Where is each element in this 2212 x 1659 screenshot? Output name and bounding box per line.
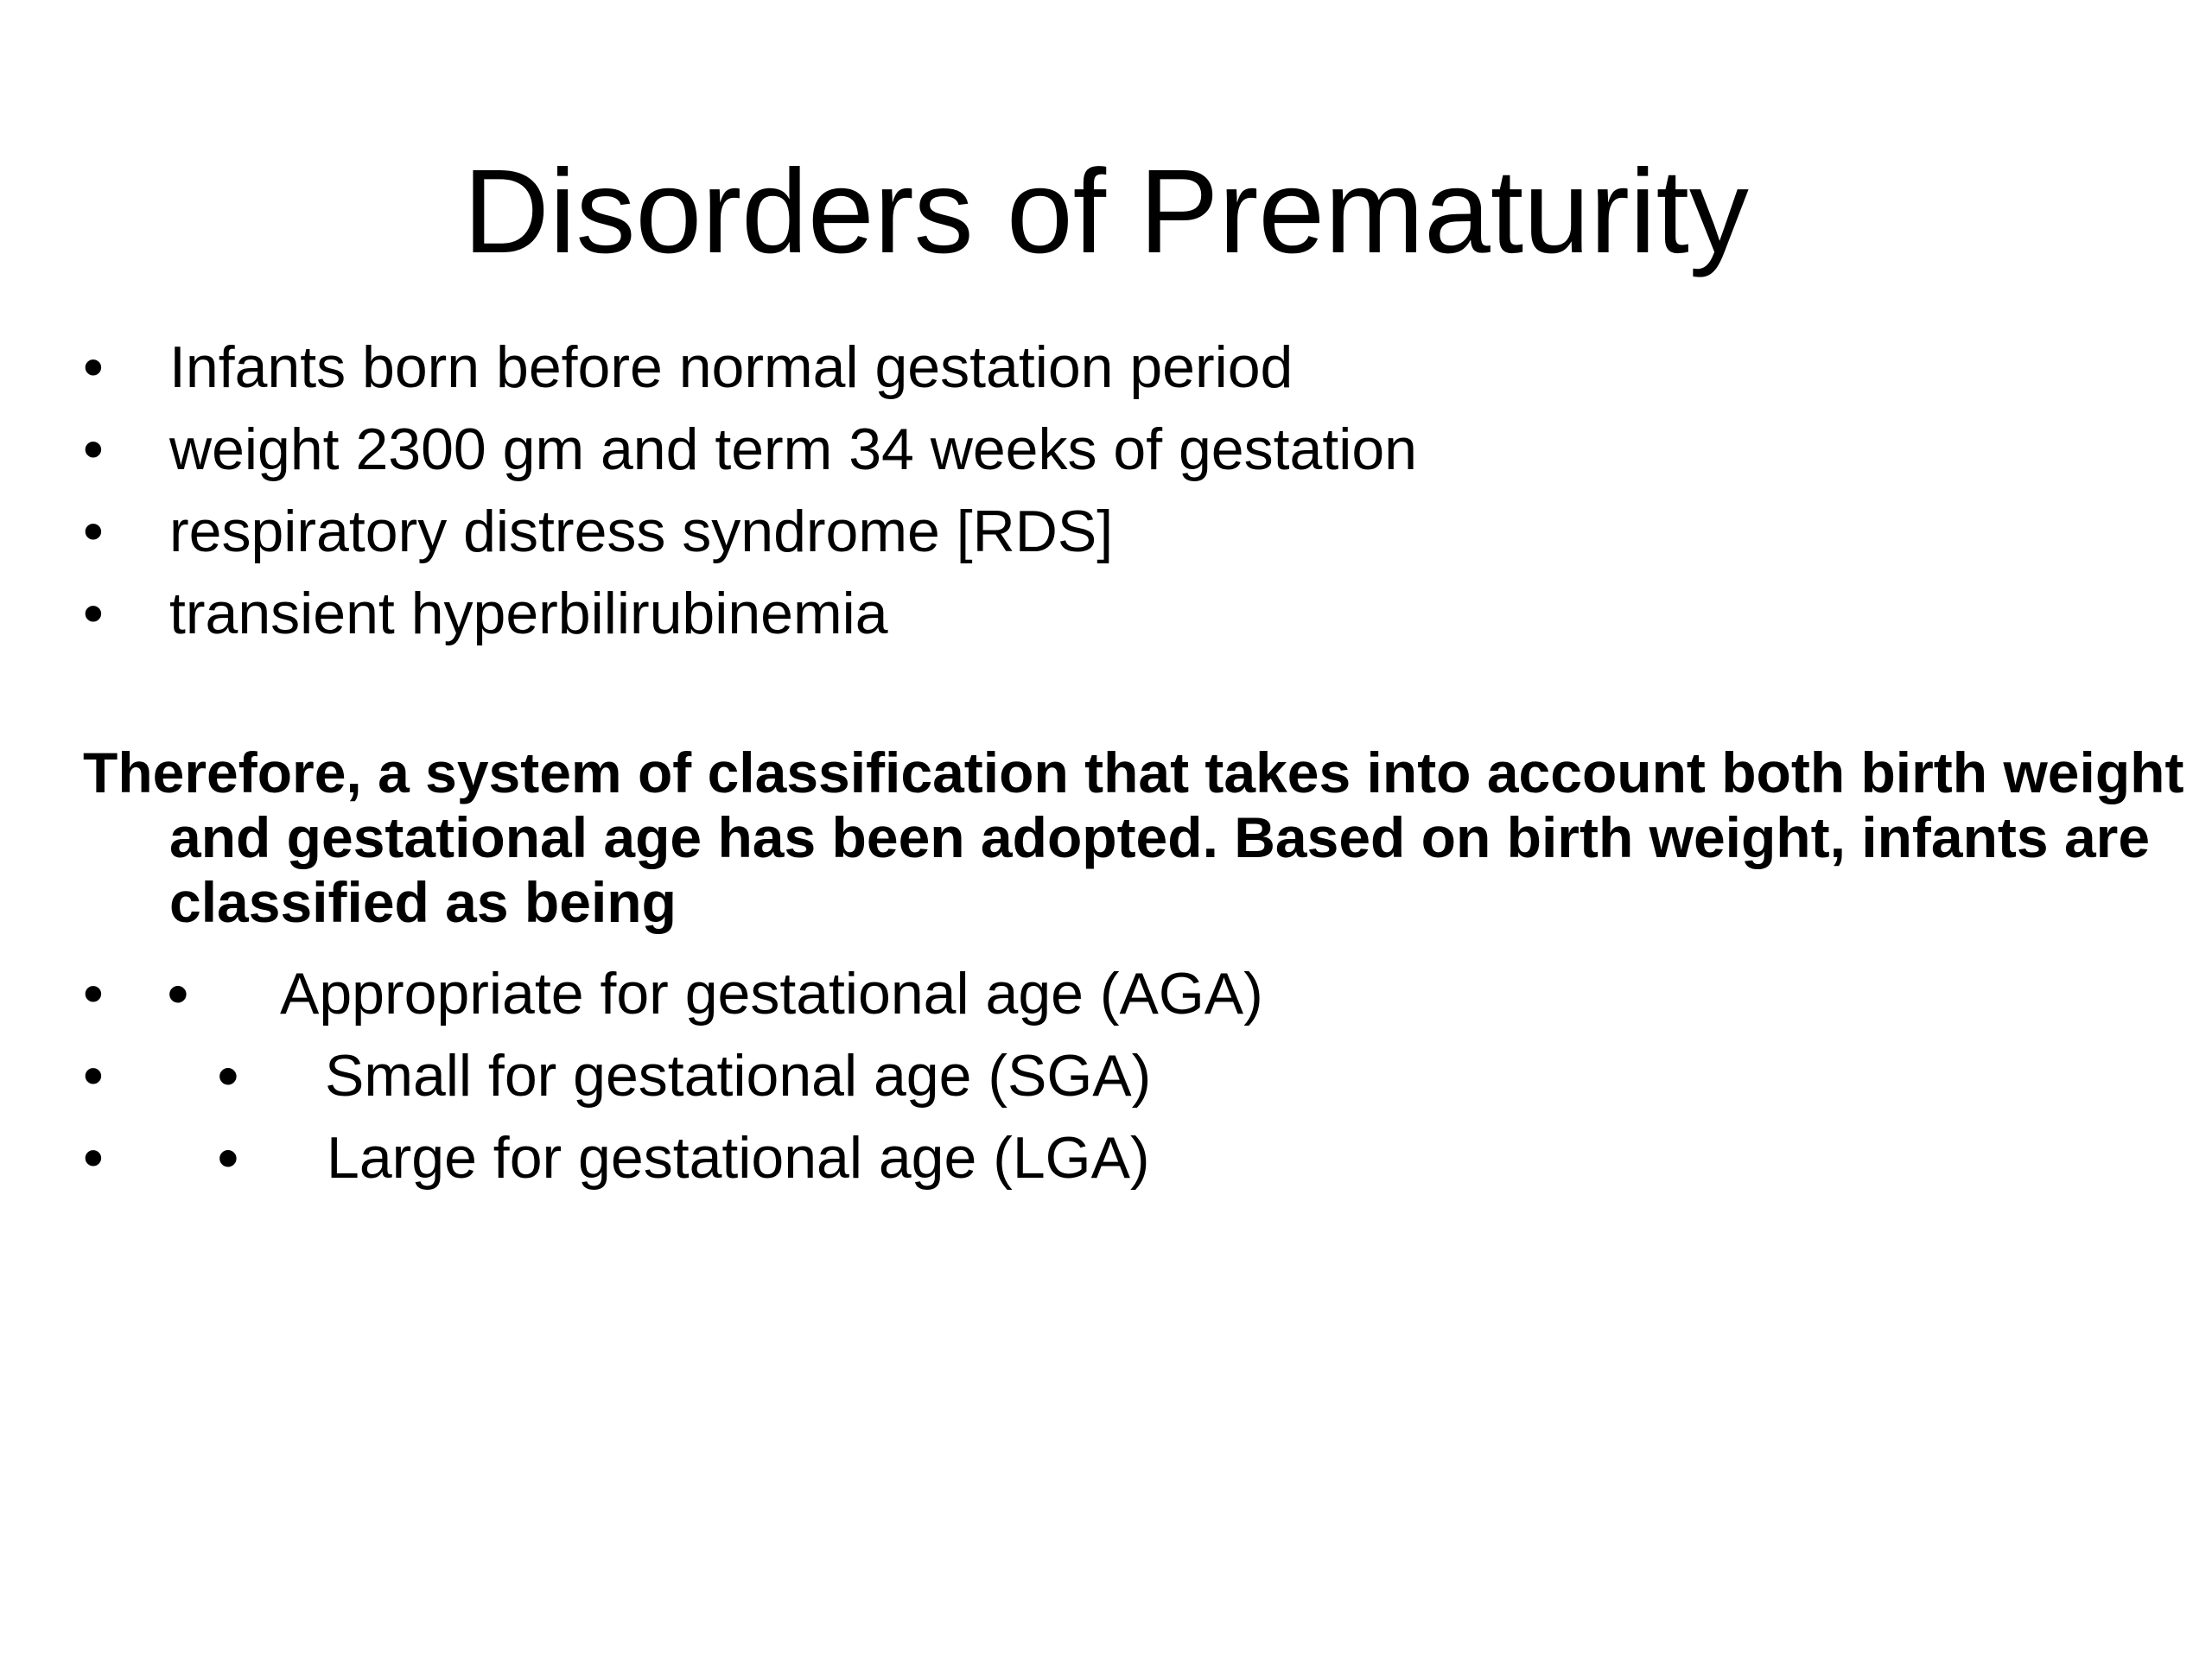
bullet-item bbox=[83, 573, 2157, 655]
bullet-dot: • bbox=[83, 334, 104, 400]
classification-list bbox=[83, 953, 2157, 1199]
classification-item bbox=[83, 953, 2157, 1035]
bullet-item bbox=[83, 327, 2157, 409]
bullet-item bbox=[83, 409, 2157, 491]
inner-bullet-dot: • bbox=[168, 961, 188, 1027]
bullet-text: weight 2300 gm and term 34 weeks of gestation bbox=[169, 416, 1417, 482]
classification-item bbox=[83, 1117, 2157, 1199]
bullet-dot: • bbox=[83, 1125, 104, 1191]
classification-text: Large for gestational age (LGA) bbox=[327, 1125, 1150, 1191]
inner-bullet-dot: • bbox=[218, 1125, 238, 1191]
inner-bullet-dot: • bbox=[218, 1043, 238, 1109]
bullet-dot: • bbox=[83, 581, 104, 646]
classification-paragraph: Therefore, a system of classification that takes into account both birth weight and gestational age has been adopted. Based on birth weight, infants are classified as being bbox=[83, 741, 2184, 934]
bullet-item bbox=[83, 491, 2157, 573]
bullet-text: respiratory distress syndrome [RDS] bbox=[169, 499, 1114, 564]
bullet-dot: • bbox=[83, 1043, 104, 1109]
bullet-text: Infants born before normal gestation period bbox=[169, 334, 1294, 400]
bullet-list bbox=[83, 327, 2157, 655]
bullet-text: transient hyperbilirubinemia bbox=[169, 581, 888, 646]
bullet-dot: • bbox=[83, 416, 104, 482]
bullet-dot: • bbox=[83, 499, 104, 564]
classification-item bbox=[83, 1035, 2157, 1117]
classification-text: Appropriate for gestational age (AGA) bbox=[280, 961, 1263, 1027]
slide-title: Disorders of Prematurity bbox=[463, 145, 1749, 278]
bullet-dot: • bbox=[83, 961, 104, 1027]
classification-text: Small for gestational age (SGA) bbox=[325, 1043, 1152, 1109]
